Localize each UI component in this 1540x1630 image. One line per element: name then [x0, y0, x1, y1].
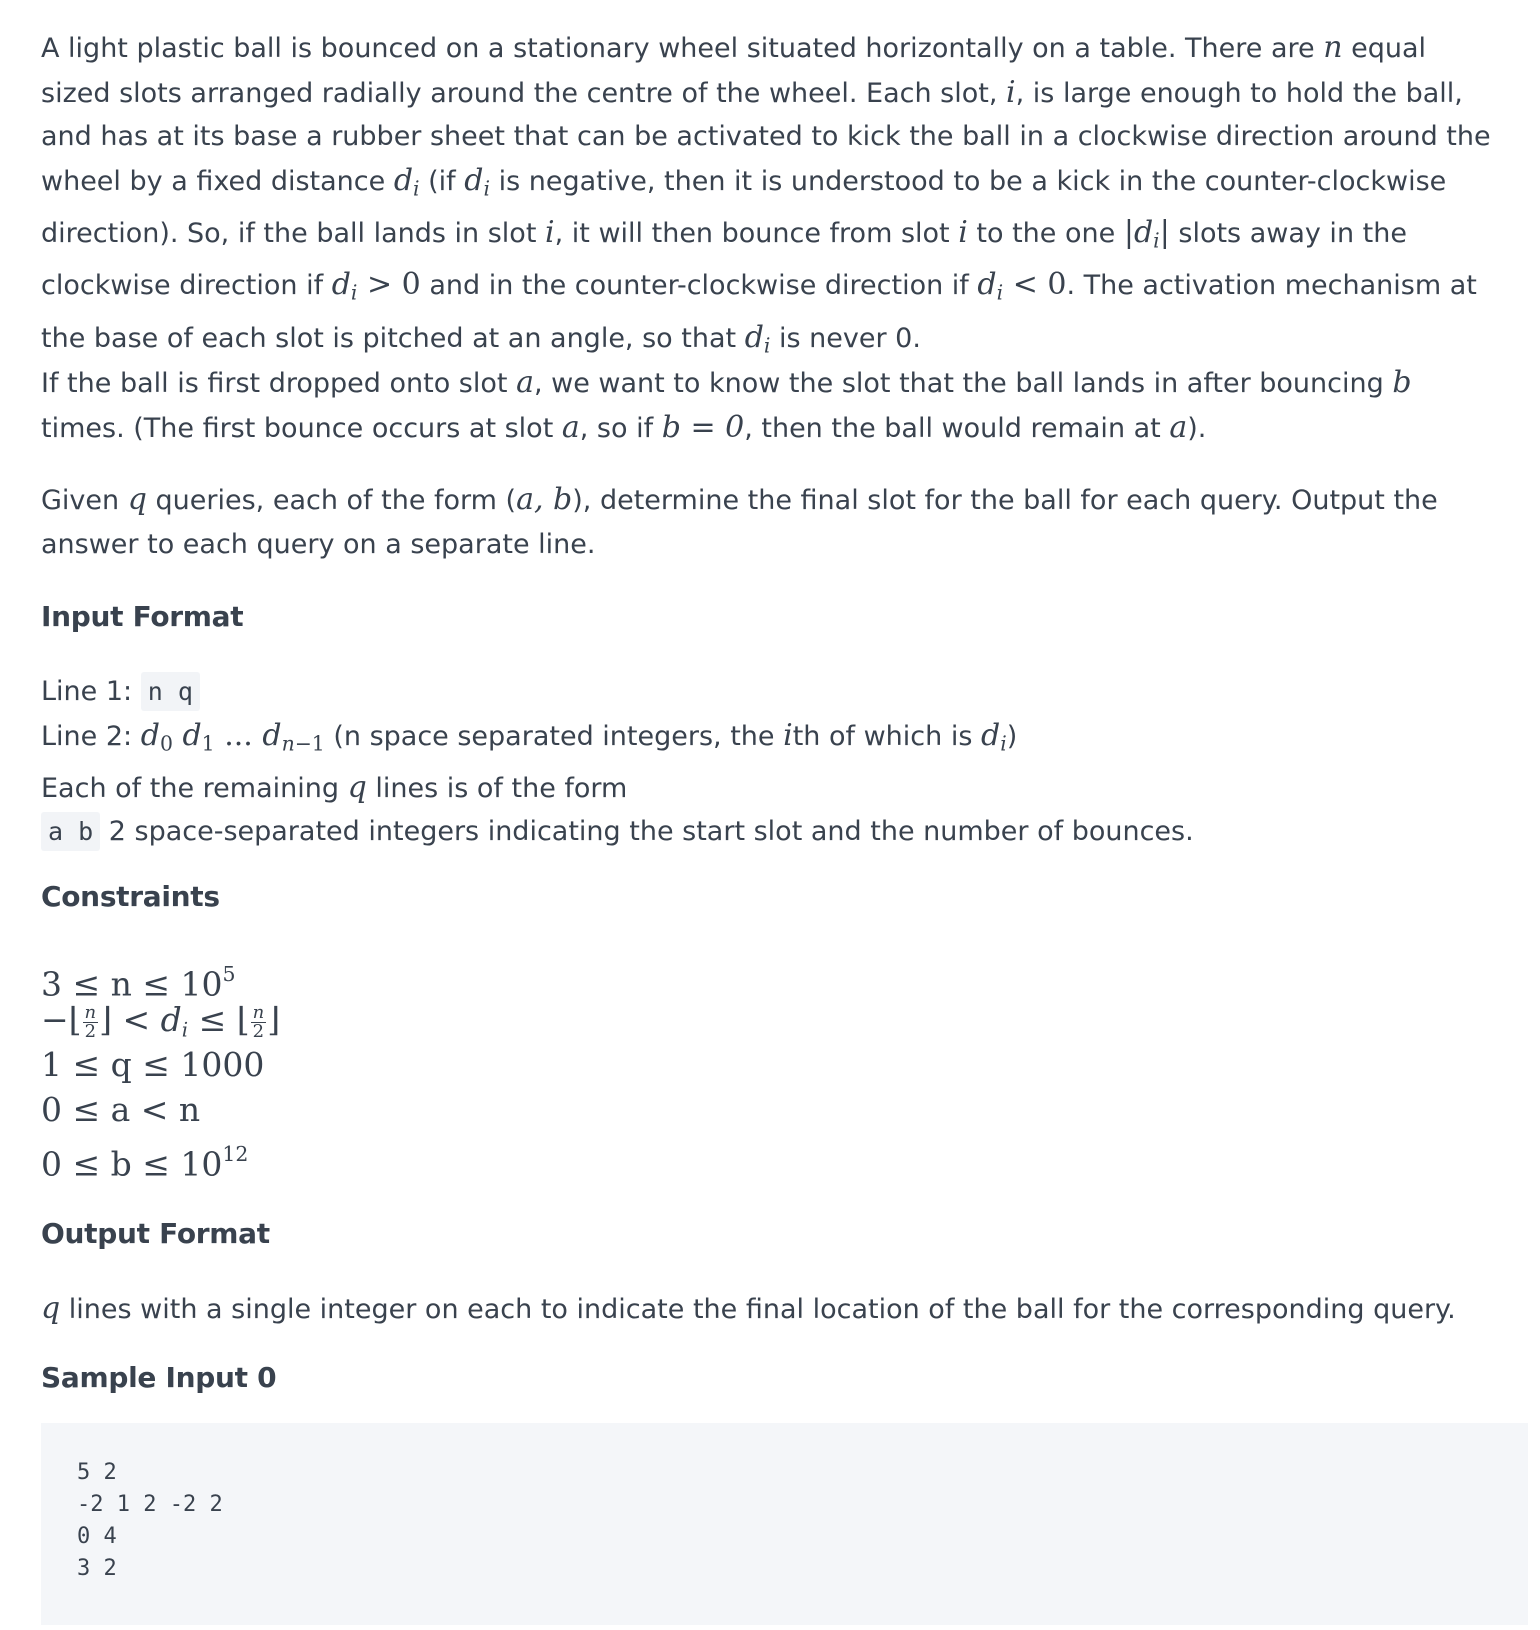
constraint-a: 0 ≤ a < n — [41, 1090, 201, 1129]
sample-input-box — [41, 1423, 1528, 1625]
input-line-ab: a b 2 space-separated integers indicating the start slot and the number of bounces. — [41, 810, 1497, 854]
constraint-b: $0 \le b \le 10^{12}$ — [41, 1142, 249, 1184]
input-line-1: Line 1: n q — [41, 670, 1497, 714]
sample-input-heading: Sample Input 0 — [41, 1361, 277, 1394]
constraints-heading: Constraints — [41, 880, 220, 913]
input-format-body — [41, 670, 1497, 854]
sample-input-code: 5 2 -2 1 2 -2 2 0 4 3 2 — [77, 1460, 223, 1581]
constraint-n: $3 \le n \le 10^5$ — [41, 962, 236, 1004]
output-format-text: q lines with a single integer on each to indicate the final location of the ball for the corresponding query. — [41, 1291, 1456, 1326]
code-n-q: n q — [141, 672, 200, 711]
constraint-d: −⌊ $\frac{n}{2}$ ⌋ < $d_i$ ≤ ⌊ $\frac{n}{2}$ ⌋ — [41, 1000, 281, 1042]
code-a-b: a b — [41, 812, 100, 851]
queries-paragraph: Given q queries, each of the form (a, b), determine the final slot for the ball for each query. Output the answer to each query on a separate line. — [41, 482, 1438, 560]
input-format-heading: Input Format — [41, 600, 244, 633]
input-line-2: Line 2: d0 d1 ... $d_n-1$ (n space separated integers, the ith of which is $d_i$) — [41, 717, 1018, 756]
constraints-list — [41, 952, 1497, 1184]
question-paragraph: If the ball is first dropped onto slot a, we want to know the slot that the ball lands in after bouncing b times. (The first bounce occurs at slot a, so if b = 0, then the ball would remain at a). — [41, 365, 1412, 445]
input-line-remaining: Each of the remaining q lines is of the form — [41, 769, 628, 805]
output-format-heading: Output Format — [41, 1217, 270, 1250]
intro-paragraph: A light plastic ball is bounced on a stationary wheel situated horizontally on a table. There are n equal sized slots arranged radially around the centre of the wheel. Each slot, i, is large enough to hold the ball, and has at its base a rubber sheet that can be activated to kick the ball in a clockwise direction around the wheel by a fixed distance $d_i$ (if $d_i$ is negative, then it is understood to be a kick in the counter-clockwise direction). So, if the ball lands in slot i, it will then bounce from slot i to the one $|d_i|$ slots away in the clockwise direction if $d_i > 0$ and in the counter-clockwise direction if $d_i < 0$. The activation mechanism at the base of each slot is pitched at an angle, so that $d_i$ is never 0. — [41, 30, 1491, 358]
constraint-q: 1 ≤ q ≤ 1000 — [41, 1045, 265, 1084]
